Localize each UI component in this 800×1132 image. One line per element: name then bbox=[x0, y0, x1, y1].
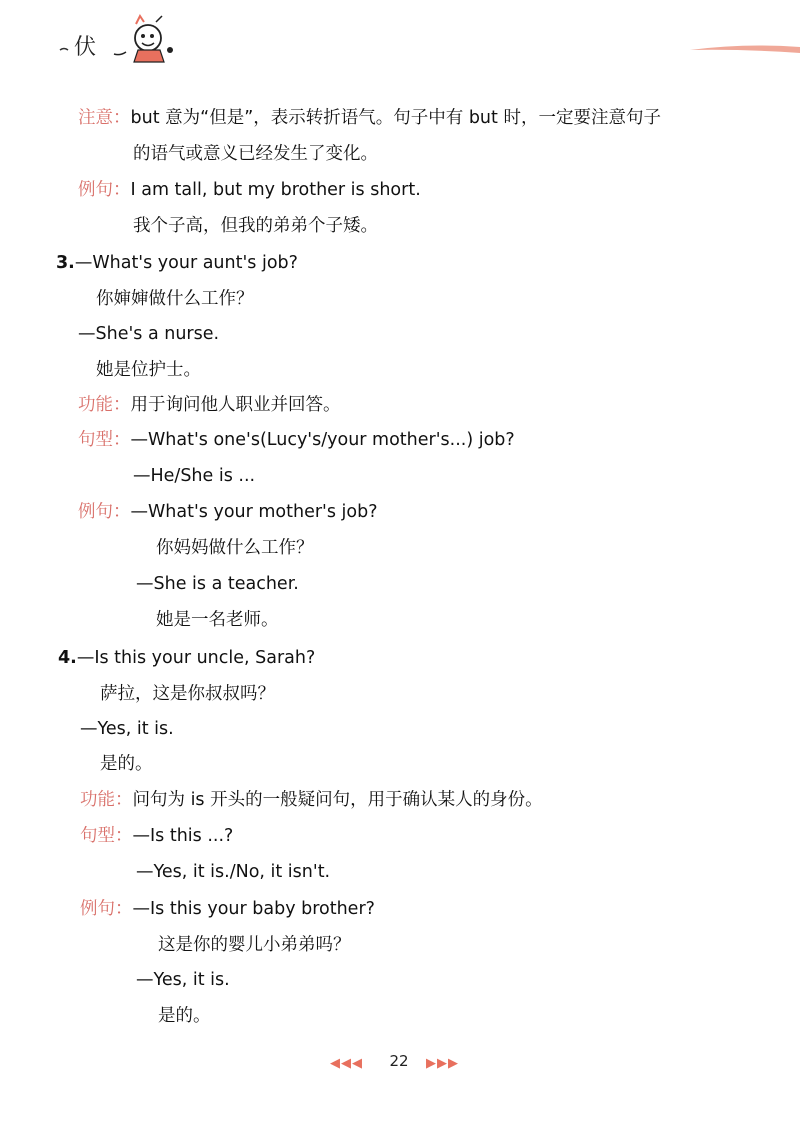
line-20 bbox=[80, 788, 543, 812]
function-text: 用于询问他人职业并回答。 bbox=[130, 395, 341, 415]
example-cn: 这是你的婴儿小弟弟吗？ bbox=[158, 935, 351, 955]
line-19 bbox=[100, 752, 153, 776]
line-10 bbox=[78, 428, 515, 452]
line-17 bbox=[100, 682, 275, 706]
example-cn-answer: 是的。 bbox=[158, 1006, 211, 1026]
line-16 bbox=[58, 646, 315, 670]
line-7 bbox=[78, 322, 219, 346]
pattern-label: 句型： bbox=[78, 430, 131, 450]
page-number: 22 bbox=[389, 1052, 409, 1070]
line-22 bbox=[136, 860, 330, 884]
header-mascot-logo bbox=[52, 10, 182, 66]
header-swoosh bbox=[690, 42, 800, 56]
function-text: 问句为 is 开头的一般疑问句，用于确认某人的身份。 bbox=[132, 790, 543, 810]
left-arrows-icon: ◀◀◀ bbox=[330, 1056, 363, 1071]
line-24 bbox=[158, 933, 351, 957]
question-en: —What's your aunt's job? bbox=[74, 253, 298, 273]
example-en: —What's your mother's job? bbox=[130, 502, 378, 522]
example-en: —Is this your baby brother? bbox=[132, 899, 375, 919]
note-text-cont: 的语气或意义已经发生了变化。 bbox=[133, 144, 378, 164]
line-6 bbox=[96, 287, 254, 311]
item-number-4: 4. bbox=[58, 648, 77, 668]
line-23 bbox=[80, 897, 375, 921]
question-cn: 你婶婶做什么工作？ bbox=[96, 289, 254, 309]
pattern-label: 句型： bbox=[80, 826, 133, 846]
page-footer bbox=[0, 1052, 800, 1076]
example-en: I am tall, but my brother is short. bbox=[130, 180, 421, 200]
pattern-text-answer: —Yes, it is./No, it isn't. bbox=[136, 862, 331, 882]
item-number-3: 3. bbox=[56, 253, 75, 273]
pattern-text: —What's one's(Lucy's/your mother's...) job? bbox=[130, 430, 515, 450]
line-25 bbox=[136, 968, 230, 992]
example-label: 例句： bbox=[78, 502, 131, 522]
line-2 bbox=[133, 142, 378, 166]
line-8 bbox=[96, 358, 201, 382]
line-1 bbox=[78, 106, 661, 130]
line-12 bbox=[78, 500, 378, 524]
answer-cn: 她是位护士。 bbox=[96, 360, 201, 380]
answer-en: —She's a nurse. bbox=[78, 324, 220, 344]
example-en-answer: —She is a teacher. bbox=[136, 574, 299, 594]
answer-cn: 是的。 bbox=[100, 754, 153, 774]
note-text: but 意为“但是”，表示转折语气。句子中有 but 时，一定要注意句子 bbox=[130, 108, 661, 128]
question-en: —Is this your uncle, Sarah? bbox=[76, 648, 316, 668]
line-15 bbox=[156, 608, 279, 632]
example-label: 例句： bbox=[78, 180, 131, 200]
line-21 bbox=[80, 824, 233, 848]
line-9 bbox=[78, 393, 341, 417]
function-label: 功能： bbox=[80, 790, 133, 810]
example-cn-answer: 她是一名老师。 bbox=[156, 610, 279, 630]
question-cn: 萨拉，这是你叔叔吗？ bbox=[100, 684, 275, 704]
line-4 bbox=[133, 214, 378, 238]
example-cn: 你妈妈做什么工作？ bbox=[156, 538, 314, 558]
line-11 bbox=[133, 464, 255, 488]
answer-en: —Yes, it is. bbox=[80, 719, 174, 739]
pattern-text-answer: —He/She is ... bbox=[133, 466, 256, 486]
right-arrows-icon: ▶▶▶ bbox=[426, 1056, 459, 1071]
line-14 bbox=[136, 572, 299, 596]
note-label: 注意： bbox=[78, 108, 131, 128]
pattern-text: —Is this ...? bbox=[132, 826, 234, 846]
example-en-answer: —Yes, it is. bbox=[136, 970, 230, 990]
line-13 bbox=[156, 536, 314, 560]
line-5 bbox=[56, 251, 298, 275]
line-3 bbox=[78, 178, 421, 202]
function-label: 功能： bbox=[78, 395, 131, 415]
line-18 bbox=[80, 717, 174, 741]
example-cn: 我个子高，但我的弟弟个子矮。 bbox=[133, 216, 378, 236]
example-label: 例句： bbox=[80, 899, 133, 919]
header-logo-char: 伏 bbox=[74, 35, 97, 60]
line-26 bbox=[158, 1004, 211, 1028]
